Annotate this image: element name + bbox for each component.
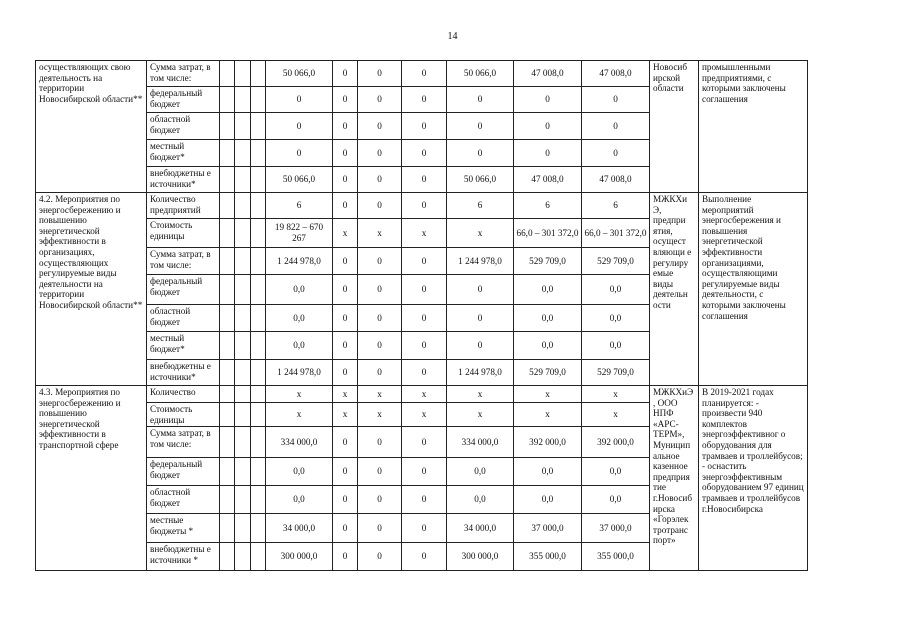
value-cell: 0 — [447, 305, 514, 332]
empty-cell — [235, 248, 251, 275]
value-cell: x — [266, 386, 333, 403]
value-cell: 0 — [402, 113, 447, 140]
row-label-cell: областной бюджет — [147, 113, 220, 140]
value-cell: 0 — [333, 87, 358, 113]
empty-cell — [235, 140, 251, 167]
empty-cell — [235, 543, 251, 571]
value-cell: 0 — [358, 543, 402, 571]
empty-cell — [251, 360, 266, 386]
value-cell: 1 244 978,0 — [447, 360, 514, 386]
value-cell: 66,0 – 301 372,0 — [582, 219, 650, 248]
value-cell: 0 — [358, 193, 402, 219]
value-cell: 6 — [447, 193, 514, 219]
value-cell: 0 — [402, 87, 447, 113]
empty-cell — [235, 458, 251, 486]
empty-cell — [251, 248, 266, 275]
value-cell: x — [266, 403, 333, 427]
value-cell: 19 822 – 670 267 — [266, 219, 333, 248]
empty-cell — [220, 219, 235, 248]
empty-cell — [220, 486, 235, 514]
value-cell: 0 — [402, 332, 447, 360]
value-cell: 0 — [358, 305, 402, 332]
value-cell: 0 — [402, 360, 447, 386]
page-number: 14 — [447, 31, 458, 42]
empty-cell — [235, 403, 251, 427]
value-cell: 529 709,0 — [514, 360, 582, 386]
empty-cell — [251, 458, 266, 486]
result-cell: В 2019-2021 годах планируется: - произвести 940 комплектов энергоэффективног о оборудования для трамваев и троллейбусов; - оснастить энергоэффективным оборудованием 97 единиц трамваев и троллейбусов г.Новосибирска — [699, 386, 808, 571]
empty-cell — [251, 275, 266, 305]
value-cell: 529 709,0 — [514, 248, 582, 275]
value-cell: 37 000,0 — [514, 514, 582, 543]
value-cell: 0,0 — [582, 332, 650, 360]
value-cell: 66,0 – 301 372,0 — [514, 219, 582, 248]
value-cell: 6 — [514, 193, 582, 219]
measure-title-cell: 4.3. Мероприятия по энергосбережению и повышению энергетической эффективности в транспортной сфере — [36, 386, 147, 571]
empty-cell — [220, 140, 235, 167]
row-label-cell: областной бюджет — [147, 486, 220, 514]
value-cell: 0 — [582, 87, 650, 113]
value-cell: 0,0 — [514, 458, 582, 486]
table-row — [36, 193, 808, 219]
value-cell: 334 000,0 — [447, 427, 514, 458]
value-cell: 0 — [402, 514, 447, 543]
value-cell: 0 — [358, 61, 402, 87]
empty-cell — [251, 403, 266, 427]
value-cell: 392 000,0 — [582, 427, 650, 458]
value-cell: 0 — [402, 275, 447, 305]
value-cell: 34 000,0 — [266, 514, 333, 543]
value-cell: x — [333, 386, 358, 403]
row-label-cell: внебюджетны е источники* — [147, 360, 220, 386]
value-cell: 0,0 — [266, 458, 333, 486]
empty-cell — [251, 140, 266, 167]
value-cell: 50 066,0 — [447, 167, 514, 193]
value-cell: x — [333, 403, 358, 427]
row-label-cell: внебюджетны е источники* — [147, 167, 220, 193]
value-cell: 1 244 978,0 — [266, 248, 333, 275]
value-cell: 0 — [266, 113, 333, 140]
value-cell: x — [358, 219, 402, 248]
value-cell: x — [514, 386, 582, 403]
value-cell: 0 — [514, 113, 582, 140]
value-cell: 47 008,0 — [514, 167, 582, 193]
value-cell: 0 — [333, 167, 358, 193]
value-cell: 0 — [447, 332, 514, 360]
empty-cell — [220, 167, 235, 193]
value-cell: 0,0 — [266, 305, 333, 332]
value-cell: 0 — [447, 140, 514, 167]
value-cell: 50 066,0 — [266, 61, 333, 87]
table-row — [36, 386, 808, 403]
row-label-cell: федеральный бюджет — [147, 458, 220, 486]
value-cell: 0 — [447, 87, 514, 113]
value-cell: 0,0 — [582, 305, 650, 332]
value-cell: 0,0 — [514, 332, 582, 360]
empty-cell — [235, 219, 251, 248]
value-cell: 0 — [333, 248, 358, 275]
row-label-cell: местные бюджеты * — [147, 514, 220, 543]
value-cell: 300 000,0 — [447, 543, 514, 571]
empty-cell — [220, 386, 235, 403]
value-cell: 0 — [358, 248, 402, 275]
value-cell: 0,0 — [582, 458, 650, 486]
value-cell: 0 — [333, 427, 358, 458]
value-cell: 355 000,0 — [582, 543, 650, 571]
empty-cell — [235, 193, 251, 219]
value-cell: x — [514, 403, 582, 427]
value-cell: 0 — [402, 305, 447, 332]
empty-cell — [235, 61, 251, 87]
budget-table — [35, 60, 808, 571]
empty-cell — [235, 113, 251, 140]
empty-cell — [251, 332, 266, 360]
value-cell: 0 — [333, 140, 358, 167]
value-cell: 50 066,0 — [266, 167, 333, 193]
value-cell: 529 709,0 — [582, 248, 650, 275]
value-cell: 300 000,0 — [266, 543, 333, 571]
value-cell: x — [358, 403, 402, 427]
value-cell: 0 — [402, 248, 447, 275]
empty-cell — [235, 167, 251, 193]
value-cell: 50 066,0 — [447, 61, 514, 87]
value-cell: 0 — [447, 113, 514, 140]
empty-cell — [235, 275, 251, 305]
empty-cell — [251, 87, 266, 113]
row-label-cell: Сумма затрат, в том числе: — [147, 61, 220, 87]
value-cell: 0 — [402, 458, 447, 486]
value-cell: 355 000,0 — [514, 543, 582, 571]
value-cell: 0 — [582, 113, 650, 140]
empty-cell — [251, 61, 266, 87]
value-cell: 0 — [358, 514, 402, 543]
value-cell: 1 244 978,0 — [447, 248, 514, 275]
row-label-cell: Сумма затрат, в том числе: — [147, 248, 220, 275]
row-label-cell: Стоимость единицы — [147, 219, 220, 248]
value-cell: 0 — [358, 167, 402, 193]
executor-cell: МЖКХиЭ , ООО НПФ «АРС-ТЕРМ», Муницип альное казенное предприя тие г.Новосиб ирска «Горэлек тротранс порт» — [650, 386, 699, 571]
table-row — [36, 61, 808, 87]
value-cell: 0 — [402, 427, 447, 458]
value-cell: 0 — [333, 514, 358, 543]
empty-cell — [220, 332, 235, 360]
value-cell: 0 — [402, 486, 447, 514]
value-cell: 47 008,0 — [582, 61, 650, 87]
row-label-cell: областной бюджет — [147, 305, 220, 332]
empty-cell — [220, 543, 235, 571]
value-cell: 0 — [358, 113, 402, 140]
measure-title-cell: осуществляющих свою деятельность на территории Новосибирской области** — [36, 61, 147, 193]
empty-cell — [220, 427, 235, 458]
value-cell: 0 — [333, 332, 358, 360]
value-cell: 0 — [514, 87, 582, 113]
value-cell: x — [402, 219, 447, 248]
empty-cell — [220, 113, 235, 140]
empty-cell — [220, 275, 235, 305]
value-cell: 0 — [333, 543, 358, 571]
value-cell: 0 — [402, 543, 447, 571]
value-cell: 0 — [333, 458, 358, 486]
value-cell: 0 — [402, 167, 447, 193]
empty-cell — [220, 87, 235, 113]
empty-cell — [251, 486, 266, 514]
empty-cell — [235, 332, 251, 360]
value-cell: 0,0 — [514, 486, 582, 514]
value-cell: 0,0 — [447, 458, 514, 486]
row-label-cell: федеральный бюджет — [147, 275, 220, 305]
value-cell: x — [402, 403, 447, 427]
value-cell: 334 000,0 — [266, 427, 333, 458]
value-cell: 0 — [333, 193, 358, 219]
value-cell: x — [582, 386, 650, 403]
empty-cell — [220, 305, 235, 332]
value-cell: 0,0 — [582, 275, 650, 305]
empty-cell — [251, 305, 266, 332]
row-label-cell: Количество — [147, 386, 220, 403]
value-cell: 47 008,0 — [514, 61, 582, 87]
value-cell: 0,0 — [582, 486, 650, 514]
empty-cell — [220, 514, 235, 543]
value-cell: x — [447, 386, 514, 403]
value-cell: 0 — [402, 61, 447, 87]
empty-cell — [251, 219, 266, 248]
value-cell: 0 — [266, 140, 333, 167]
empty-cell — [220, 248, 235, 275]
value-cell: 0,0 — [514, 305, 582, 332]
value-cell: 0 — [266, 87, 333, 113]
executor-cell: МЖКХи Э, предпри ятия, осущест вляющи е регулиру емые виды деятельн ости — [650, 193, 699, 386]
empty-cell — [251, 427, 266, 458]
empty-cell — [235, 427, 251, 458]
empty-cell — [220, 403, 235, 427]
empty-cell — [251, 113, 266, 140]
value-cell: 0 — [358, 140, 402, 167]
measure-title-cell: 4.2. Мероприятия по энергосбережению и повышению энергетической эффективности в организациях, осуществляющих регулируемые виды деятельности на территории Новосибирской области** — [36, 193, 147, 386]
value-cell: 0 — [358, 87, 402, 113]
value-cell: 0 — [333, 305, 358, 332]
value-cell: x — [447, 403, 514, 427]
result-cell: Выполнение мероприятий энергосбережения и повышения энергетической эффективности организациями, осуществляющими регулируемые виды деятельности, с которыми заключены соглашения — [699, 193, 808, 386]
value-cell: 0 — [358, 458, 402, 486]
value-cell: 0 — [358, 427, 402, 458]
value-cell: 1 244 978,0 — [266, 360, 333, 386]
value-cell: 0 — [402, 140, 447, 167]
value-cell: 0,0 — [514, 275, 582, 305]
value-cell: 0 — [358, 486, 402, 514]
value-cell: 0,0 — [266, 332, 333, 360]
empty-cell — [235, 514, 251, 543]
value-cell: x — [582, 403, 650, 427]
value-cell: 0,0 — [266, 486, 333, 514]
empty-cell — [251, 167, 266, 193]
empty-cell — [235, 486, 251, 514]
value-cell: 0 — [358, 360, 402, 386]
value-cell: 0 — [447, 275, 514, 305]
row-label-cell: федеральный бюджет — [147, 87, 220, 113]
value-cell: x — [333, 219, 358, 248]
value-cell: 392 000,0 — [514, 427, 582, 458]
value-cell: x — [447, 219, 514, 248]
value-cell: 0 — [333, 61, 358, 87]
value-cell: x — [402, 386, 447, 403]
value-cell: 0 — [358, 275, 402, 305]
value-cell: 47 008,0 — [582, 167, 650, 193]
value-cell: 0,0 — [266, 275, 333, 305]
value-cell: 6 — [582, 193, 650, 219]
row-label-cell: внебюджетны е источники * — [147, 543, 220, 571]
empty-cell — [251, 386, 266, 403]
value-cell: x — [358, 386, 402, 403]
value-cell: 529 709,0 — [582, 360, 650, 386]
empty-cell — [235, 360, 251, 386]
value-cell: 0 — [402, 193, 447, 219]
value-cell: 0 — [333, 275, 358, 305]
empty-cell — [220, 61, 235, 87]
value-cell: 0 — [358, 332, 402, 360]
value-cell: 0 — [333, 360, 358, 386]
value-cell: 37 000,0 — [582, 514, 650, 543]
result-cell: промышленными предприятиями, с которыми заключены соглашения — [699, 61, 808, 193]
empty-cell — [220, 458, 235, 486]
empty-cell — [220, 193, 235, 219]
row-label-cell: местный бюджет* — [147, 140, 220, 167]
empty-cell — [251, 514, 266, 543]
empty-cell — [235, 386, 251, 403]
row-label-cell: местный бюджет* — [147, 332, 220, 360]
value-cell: 0,0 — [447, 486, 514, 514]
empty-cell — [235, 305, 251, 332]
value-cell: 0 — [582, 140, 650, 167]
empty-cell — [235, 87, 251, 113]
value-cell: 6 — [266, 193, 333, 219]
value-cell: 34 000,0 — [447, 514, 514, 543]
empty-cell — [251, 193, 266, 219]
value-cell: 0 — [333, 113, 358, 140]
row-label-cell: Количество предприятий — [147, 193, 220, 219]
row-label-cell: Сумма затрат, в том числе: — [147, 427, 220, 458]
empty-cell — [251, 543, 266, 571]
value-cell: 0 — [333, 486, 358, 514]
executor-cell: Новосиб ирской области — [650, 61, 699, 193]
empty-cell — [220, 360, 235, 386]
value-cell: 0 — [514, 140, 582, 167]
row-label-cell: Стоимость единицы — [147, 403, 220, 427]
